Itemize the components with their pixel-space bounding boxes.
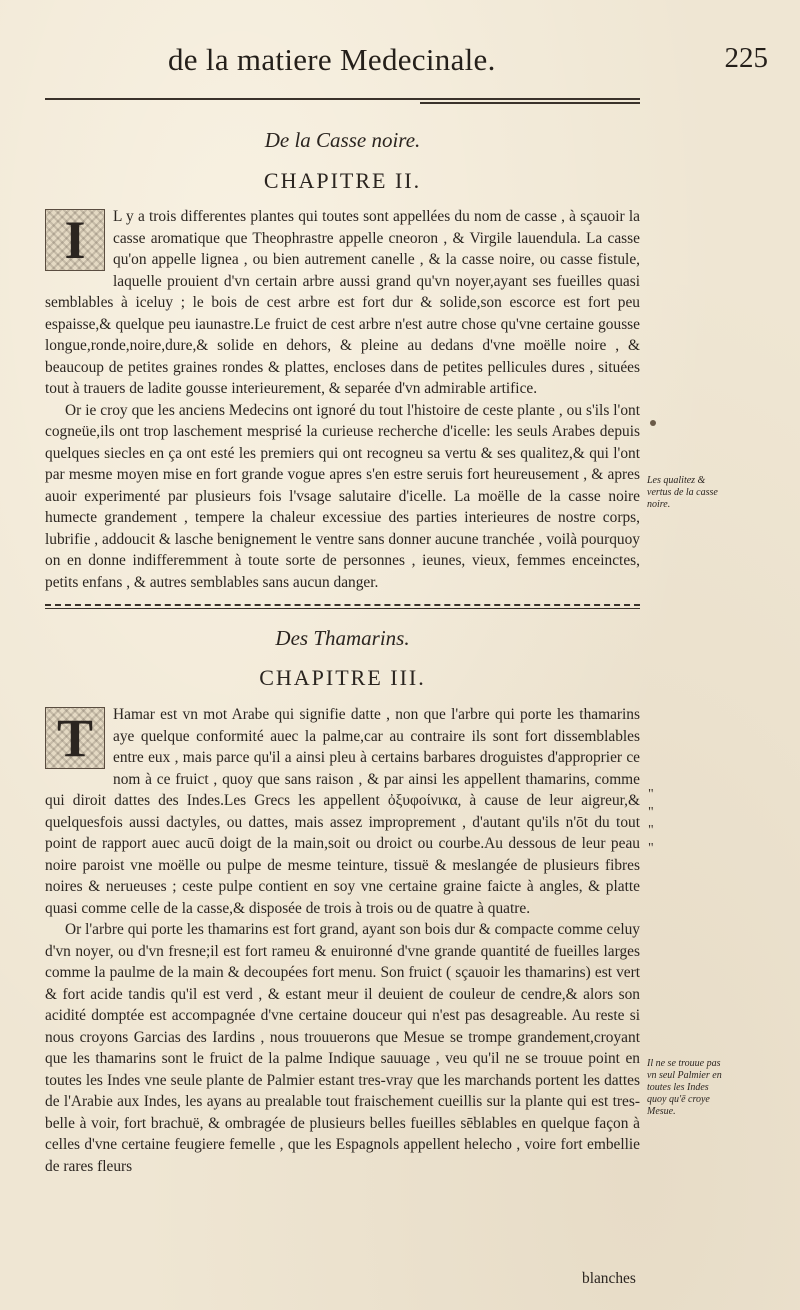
paragraph: Or ie croy que les anciens Medecins ont ignoré du tout l'histoire de ceste plante , ou s'ils l'ont cogneüe,ils ont trop laschement mesprisé la curieuse recherche d'icelle: les seuls Arabes depuis quelques siecles en ça ont esté les premiers qui ont recogneu sa vertu & ses qualitez,& qui l'ont par mesme moyen mise en fort grande vogue apres s'en estre seruis fort heureusement , & apres auoir experimenté par plusieurs fois l'vsage salutaire d'icelle. La moëlle de la casse noire humecte grandement , tempere la chaleur excessiue des parties interieures de nostre corps, lubrifie , addoucit & lasche benignement le ventre sans donner aucune tranchée , voilà pourquoy on en donne indifferemment à toute sorte de personnes , ieunes, vieux, femmes enceinctes, petits enfans , & autres semblables sans aucun danger. xyxy=(45,401,640,591)
section-divider xyxy=(45,604,640,606)
running-head xyxy=(168,40,768,84)
dropcap-letter: T xyxy=(56,708,94,768)
running-title: de la matiere Medecinale. xyxy=(168,42,496,77)
paragraph: Or l'arbre qui porte les thamarins est fort grand, ayant son bois dur & compacte comme celuy d'vn noyer, ou d'vn fresne;il est fort rameu & enuironné d'vne grande quantité de fueilles larges comme la paulme de la main & decoupées fort menu. Son fruict ( sçauoir les thamarins) est vert & fort acide tandis qu'il est verd , & estant meur il deuient de couleur de cendre,& alors son acidité domptée est accompagnée d'vne certaine douceur qui n'est pas desagreable. Au reste si nous croyons Garcias des Iardins , nous trouuerons que Mesue se trompe grandement,croyant que les thamarins sont le fruict de la palme Indique sauuage , veu qu'il ne se trouue point en toutes les Indes vne seule plante de Palmier estant tres-vray que les marchands portent les dattes de l'Arabie aux Indes, les ayans au prealable tout fraischement cueillis sur la plante qui est tres-belle à voir, fort brachuë, & ombragée de plusieurs belles fueilles sēblables en quelque façon à celles d'vne certaine feugiere femelle , que les Espagnols appellent helecho , voire fort embellie de rares fleurs xyxy=(45,921,640,1175)
catchword: blanches xyxy=(582,1270,636,1287)
section-body-thamarins xyxy=(45,704,640,1177)
paragraph: Hamar est vn mot Arabe qui signifie datte , non que l'arbre qui porte les thamarins aye quelque conformité auec la palme,car au contraire ils sont fort dissemblables entre eux , mais parce qu'il a ainsi pleu à certains barbares droguistes d'approprier ce nom à ce fruict , quoy que sans raison , & par ainsi les appellent thamarins, comme qui diroit dattes des Indes.Les Grecs les appellent ὀξυφοίνικα, à cause de leur aigreur,& quelquesfois aussi dactyles, ou dattes, mais assez improprement , d'autant qu'ils n'ōt du tout point de rapport auec aucū doigt de la main,soit ou droict ou courbe.Au dessous de leur peau noire paroist vne moëlle ou pulpe de mesme teinture, tissuë & meslangée de plusieurs fibres noires & nerueuses ; ceste pulpe contient en soy vne certaine graine faicte à angles, & platte quasi comme celle de la casse,& disposée de trois à trois ou de quatre à quatre. xyxy=(45,706,640,917)
dropcap-letter: I xyxy=(64,210,86,270)
page-number: 225 xyxy=(724,42,768,74)
chapter-heading-3: CHAPITRE III. xyxy=(259,665,426,690)
section-title-thamarins: Des Thamarins. xyxy=(275,626,410,650)
section-divider-line xyxy=(45,608,640,609)
margin-note-palmier: Il ne se trouue pas vn seul Palmier en toutes les Indes quoy qu'ē croye Mesue. xyxy=(647,1058,722,1117)
margin-note-qualitez: Les qualitez & vertus de la casse noire. xyxy=(647,475,718,510)
quotation-marks: " " " " xyxy=(648,787,654,856)
section-title-casse: De la Casse noire. xyxy=(264,128,421,152)
section-body-casse xyxy=(45,206,640,593)
dropcap-ornament xyxy=(45,707,105,769)
chapter-heading-2: CHAPITRE II. xyxy=(263,168,422,193)
ink-spot xyxy=(650,420,656,426)
header-rule xyxy=(45,98,640,100)
dropcap-ornament xyxy=(45,209,105,271)
header-rule-accent xyxy=(420,102,640,104)
paragraph: L y a trois differentes plantes qui toutes sont appellées du nom de casse , à sçauoir la casse aromatique que Theophrastre appelle cneoron , & Virgile lauendula. La casse qu'on appelle lignea , ou bien autrement canelle , & la casse noire, ou casse fistule, laquelle prouient d'vn certain arbre aussi grand qu'vn noyer,ayant ses fueilles quasi semblables à iceluy ; le bois de cest arbre est fort dur & solide,son escorce est fort peu espaisse,& quelque peu iaunastre.Le fruict de cest arbre n'est autre chose qu'vne certaine gousse longue,ronde,noire,dure,& solide en dehors, & pleine au dedans d'vne moëlle noire , & beaucoup de petites graines rondes & plattes, encloses dans de petites pellicules dures , situées tout à trauers de ladite gousse interieurement, & separée d'vn admirable artifice. xyxy=(45,208,640,397)
